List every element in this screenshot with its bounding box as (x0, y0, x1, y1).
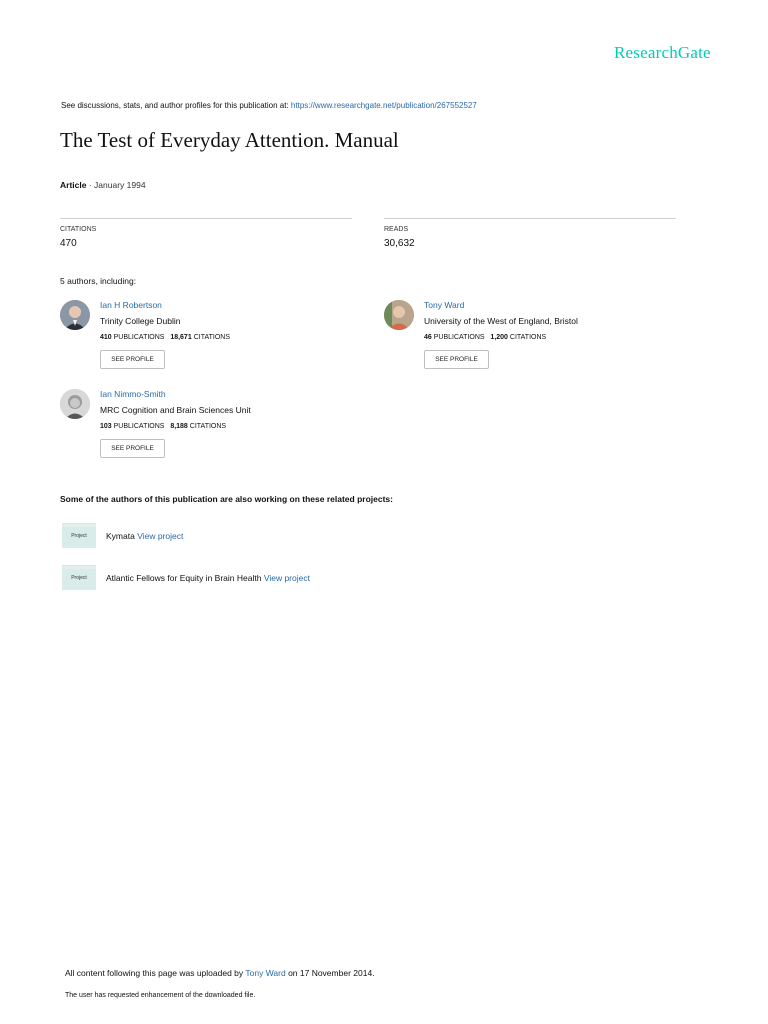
author-publications-label: PUBLICATIONS (113, 334, 165, 341)
avatar[interactable] (60, 389, 90, 419)
upload-suffix: on 17 November 2014. (288, 968, 375, 978)
author-citations-count: 18,671 (170, 334, 192, 341)
authors-heading: 5 authors, including: (60, 276, 137, 286)
author-institution: University of the West of England, Bristol (424, 316, 578, 326)
author-citations-count: 1,200 (490, 334, 508, 341)
reads-label: READS (384, 226, 409, 233)
project-text (106, 573, 310, 583)
author-stats (100, 334, 230, 341)
page-title: The Test of Everyday Attention. Manual (60, 128, 399, 152)
author-publications-count: 46 (424, 334, 432, 341)
see-profile-button[interactable]: SEE PROFILE (100, 439, 165, 458)
project-item (62, 565, 462, 591)
researchgate-logo[interactable]: ResearchGate (614, 43, 711, 62)
project-folder-label: Project (71, 533, 87, 539)
project-name: Atlantic Fellows for Equity in Brain Health (106, 573, 262, 583)
author-publications-count: 103 (100, 423, 112, 430)
author-card (384, 300, 684, 370)
author-publications-label: PUBLICATIONS (433, 334, 485, 341)
enhancement-note: The user has requested enhancement of the downloaded file. (65, 992, 256, 999)
author-citations-label: CITATIONS (189, 423, 227, 430)
author-name-link[interactable]: Ian H Robertson (100, 300, 162, 310)
author-publications-label: PUBLICATIONS (113, 423, 165, 430)
publication-url-link[interactable]: https://www.researchgate.net/publication/267552527 (290, 101, 477, 110)
upload-note (65, 968, 375, 978)
author-name-link[interactable]: Tony Ward (424, 300, 465, 310)
project-name: Kymata (106, 531, 135, 541)
avatar[interactable] (384, 300, 414, 330)
author-stats (424, 334, 546, 341)
view-project-link[interactable]: View project (263, 573, 310, 583)
author-citations-label: CITATIONS (193, 334, 230, 341)
upload-prefix: All content following this page was uploaded by (65, 968, 244, 978)
intro-line (61, 101, 477, 110)
author-card (60, 389, 360, 459)
citations-label: CITATIONS (60, 226, 97, 233)
author-citations-label: CITATIONS (509, 334, 547, 341)
author-name-link[interactable]: Ian Nimmo-Smith (100, 389, 166, 399)
author-institution: MRC Cognition and Brain Sciences Unit (100, 405, 251, 415)
uploader-link[interactable]: Tony Ward (245, 968, 286, 978)
author-citations-count: 8,188 (170, 423, 188, 430)
publication-meta (60, 180, 146, 190)
see-profile-button[interactable]: SEE PROFILE (100, 350, 165, 369)
project-folder-icon (62, 523, 96, 549)
project-item (62, 523, 462, 549)
author-card (60, 300, 360, 370)
related-projects-heading: Some of the authors of this publication are also working on these related projects: (60, 494, 393, 504)
project-text (106, 531, 183, 541)
project-folder-icon (62, 565, 96, 591)
author-stats (100, 423, 226, 430)
citations-divider (60, 218, 352, 219)
citations-value: 470 (60, 238, 77, 249)
view-project-link[interactable]: View project (137, 531, 184, 541)
intro-text: See discussions, stats, and author profiles for this publication at: (61, 101, 289, 110)
publication-type: Article (60, 180, 87, 190)
reads-value: 30,632 (384, 238, 415, 249)
publication-date: January 1994 (94, 180, 146, 190)
meta-separator: · (86, 180, 95, 190)
see-profile-button[interactable]: SEE PROFILE (424, 350, 489, 369)
author-institution: Trinity College Dublin (100, 316, 181, 326)
avatar[interactable] (60, 300, 90, 330)
project-folder-label: Project (71, 575, 87, 581)
author-publications-count: 410 (100, 334, 112, 341)
reads-divider (384, 218, 676, 219)
